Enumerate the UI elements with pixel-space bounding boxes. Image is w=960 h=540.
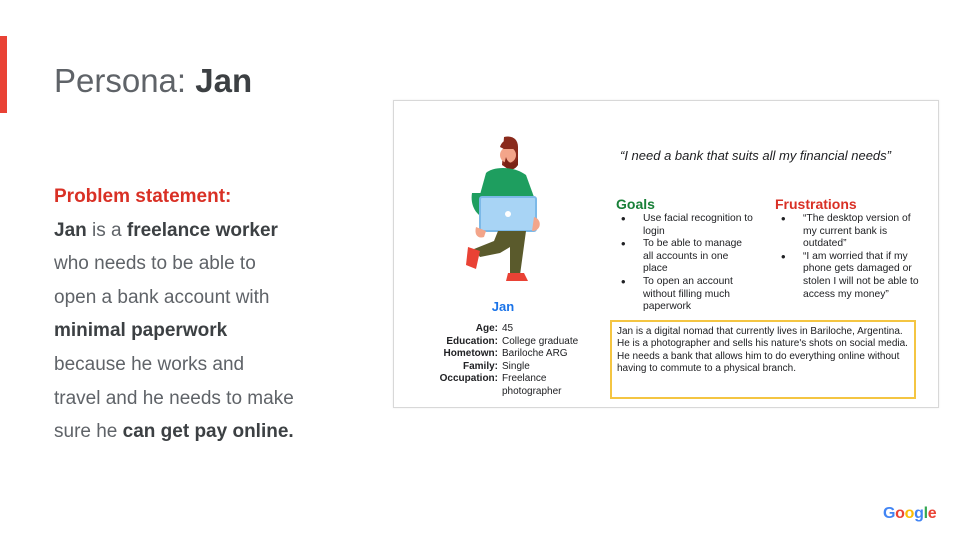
detail-occupation: Occupation: Freelance photographer bbox=[439, 373, 562, 397]
persona-card bbox=[393, 100, 939, 408]
detail-age: Age: 45 bbox=[475, 323, 514, 334]
persona-quote: “I need a bank that suits all my financial needs” bbox=[620, 148, 891, 163]
goals-list bbox=[615, 213, 755, 314]
bio-paragraph: Jan is a digital nomad that currently lives in Bariloche, Argentina. He is a photographer and sells his nature's shots on social media. bbox=[617, 326, 908, 350]
problem-statement bbox=[54, 180, 294, 449]
goal-item: • Use facial recognition to login bbox=[615, 213, 755, 238]
persona-bio bbox=[610, 320, 916, 399]
goal-item: • To be able to manage all accounts in one place bbox=[615, 238, 755, 276]
goals-title: Goals bbox=[616, 196, 655, 212]
goal-item: • To open an account without filling much paperwork bbox=[615, 276, 755, 314]
detail-hometown: Hometown: Bariloche ARG bbox=[443, 348, 568, 360]
slide-title: Persona: Jan bbox=[54, 62, 253, 99]
bio-paragraph: He needs a bank that allows him to do everything online without having to commute to a physical branch. bbox=[617, 350, 900, 375]
detail-family: Family: Single bbox=[462, 360, 530, 372]
frustrations-title: Frustrations bbox=[775, 196, 857, 212]
problem-heading: Problem statement: bbox=[54, 186, 232, 207]
person-with-laptop-illustration bbox=[452, 135, 552, 287]
accent-bar bbox=[0, 36, 7, 113]
problem-text: Jan is a freelance worker who needs to be able to open a bank account with minimal paperwork because he works and travel and he needs to make sure he can get pay online. bbox=[54, 219, 294, 443]
frustration-item: • “I am worried that if my phone gets damaged or stolen I will not be able to access my money” bbox=[775, 251, 920, 301]
frustration-item: • “The desktop version of my current bank is outdated” bbox=[775, 213, 920, 251]
frustrations-list bbox=[775, 213, 920, 301]
detail-education: Education: College graduate bbox=[446, 335, 579, 347]
persona-name: Jan bbox=[491, 299, 515, 314]
persona-details bbox=[422, 323, 592, 399]
google-logo: Google bbox=[883, 505, 937, 522]
